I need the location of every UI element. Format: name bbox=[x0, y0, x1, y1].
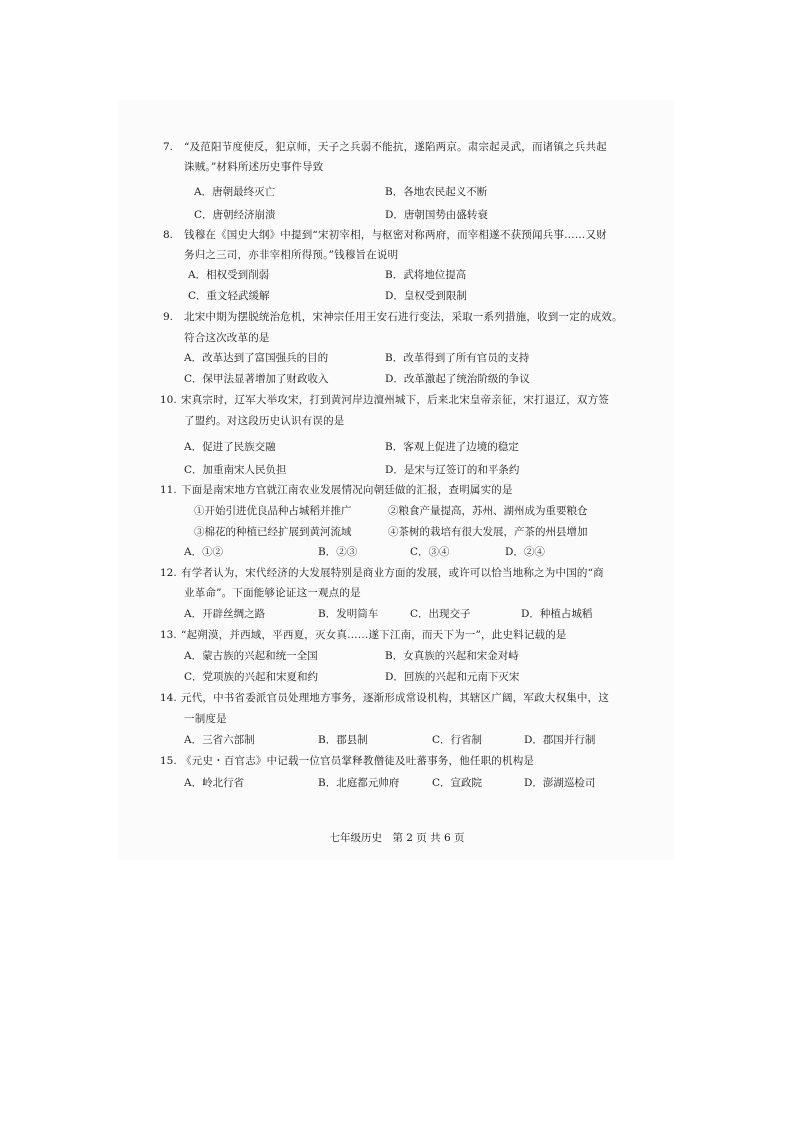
option-a: A．相权受到削弱 bbox=[188, 269, 270, 281]
option-d: D．是宋与辽签订的和平条约 bbox=[385, 464, 520, 476]
option-b: B．客观上促进了边境的稳定 bbox=[385, 441, 519, 453]
option-a: A．促进了民族交融 bbox=[184, 441, 276, 453]
question-stem: 符合这次改革的是 bbox=[184, 332, 270, 344]
question-number: 14. bbox=[160, 692, 177, 704]
option-c: C．唐朝经济崩溃 bbox=[194, 209, 276, 221]
statement-item: ③棉花的种植已经扩展到黄河流域 bbox=[194, 526, 352, 538]
question-stem: 下面是南宋地方官就江南农业发展情况向朝廷做的汇报，查明属实的是 bbox=[181, 484, 513, 496]
option-b: B．各地农民起义不断 bbox=[385, 186, 488, 198]
question-number: 15. bbox=[160, 755, 177, 767]
option-d: D．皇权受到限制 bbox=[385, 290, 467, 302]
question-stem: 一制度是 bbox=[184, 713, 227, 725]
question-number: 7. bbox=[163, 141, 174, 153]
question-stem: 宋真宗时，辽军大举攻宋，打到黄河岸边澶州城下，后来北宋皇帝亲征，宋打退辽，双方签 bbox=[181, 394, 609, 406]
option-c: C．党项族的兴起和宋夏和约 bbox=[184, 671, 319, 683]
option-b: B．②③ bbox=[318, 546, 358, 558]
option-a: A．改革达到了富国强兵的目的 bbox=[184, 352, 329, 364]
option-d: D．唐朝国势由盛转衰 bbox=[385, 209, 488, 221]
question-stem: “及范阳节度使反，犯京师，天子之兵弱不能抗，遂陷两京。肃宗起灵武，而诸镇之兵共起 bbox=[184, 141, 607, 153]
option-c: C．保甲法显著增加了财政收入 bbox=[184, 373, 329, 385]
option-a: A．开辟丝绸之路 bbox=[184, 608, 266, 620]
question-stem: 北宋中期为摆脱统治危机，宋神宗任用王安石进行变法，采取一系列措施，收到一定的成效。 bbox=[184, 311, 623, 323]
option-c: C．重文轻武缓解 bbox=[188, 290, 270, 302]
option-d: D．改革激起了统治阶级的争议 bbox=[385, 373, 530, 385]
option-c: C．宣政院 bbox=[432, 777, 483, 789]
option-b: B．女真族的兴起和宋金对峙 bbox=[385, 650, 519, 662]
option-c: C．行省制 bbox=[432, 734, 483, 746]
option-b: B．北庭都元帅府 bbox=[318, 777, 400, 789]
statement-item: ④茶树的栽培有很大发展，产茶的州县增加 bbox=[388, 526, 588, 538]
question-number: 10. bbox=[160, 394, 177, 406]
option-a: A．唐朝最终灭亡 bbox=[194, 186, 276, 198]
question-number: 9. bbox=[163, 311, 174, 323]
option-d: D．回族的兴起和元南下灭宋 bbox=[385, 671, 520, 683]
option-a: A．三省六部制 bbox=[184, 734, 255, 746]
option-a: A．岭北行省 bbox=[184, 777, 245, 789]
question-stem: 务归之三司，亦非宰相所得预。”钱穆旨在说明 bbox=[184, 249, 399, 261]
page-footer: 七年级历史 第 2 页 共 6 页 bbox=[329, 832, 465, 844]
question-stem: 业革命”。下面能够论证这一观点的是 bbox=[184, 587, 361, 599]
option-b: B．改革得到了所有官员的支持 bbox=[385, 352, 530, 364]
question-stem: 诛贼。”材料所述历史事件导致 bbox=[184, 161, 324, 173]
option-b: B．武将地位提高 bbox=[385, 269, 467, 281]
option-b: B．发明筒车 bbox=[318, 608, 379, 620]
question-stem: “起朔漠，并西域，平西夏，灭女真……遂下江南，而天下为一”，此史料记载的是 bbox=[181, 629, 567, 641]
option-d: D．郡国并行制 bbox=[524, 734, 596, 746]
question-stem: 钱穆在《国史大纲》中提到“宋初宰相，与枢密对称两府，而宰相遂不获预闻兵事……又财 bbox=[184, 229, 607, 241]
option-d: D．种植占城稻 bbox=[521, 608, 593, 620]
option-a: A．蒙古族的兴起和统一全国 bbox=[184, 650, 318, 662]
option-b: B．郡县制 bbox=[318, 734, 368, 746]
question-stem: 元代，中书省委派官员处理地方事务，逐渐形成常设机构，其辖区广阔，军政大权集中，这 bbox=[181, 692, 609, 704]
question-stem: 《元史・百官志》中记载一位官员掌释教僧徒及吐蕃事务，他任职的机构是 bbox=[181, 755, 535, 767]
question-number: 13. bbox=[160, 629, 177, 641]
question-stem: 有学者认为，宋代经济的大发展特别是商业方面的发展，或许可以恰当地称之为中国的“商 bbox=[181, 567, 604, 579]
question-stem: 了盟约。对这段历史认识有误的是 bbox=[184, 415, 345, 427]
option-c: C．出现交子 bbox=[410, 608, 471, 620]
statement-item: ②粮食产量提高，苏州、湖州成为重要粮仓 bbox=[388, 505, 588, 517]
statement-item: ①开始引进优良品种占城稻并推广 bbox=[194, 505, 352, 517]
option-c: C．加重南宋人民负担 bbox=[184, 464, 287, 476]
question-number: 11. bbox=[160, 484, 177, 496]
question-number: 8. bbox=[163, 229, 174, 241]
option-a: A．①② bbox=[184, 546, 224, 558]
question-number: 12. bbox=[160, 567, 177, 579]
option-c: C．③④ bbox=[410, 546, 450, 558]
option-d: D．②④ bbox=[505, 546, 545, 558]
option-d: D．澎湖巡检司 bbox=[524, 777, 596, 789]
